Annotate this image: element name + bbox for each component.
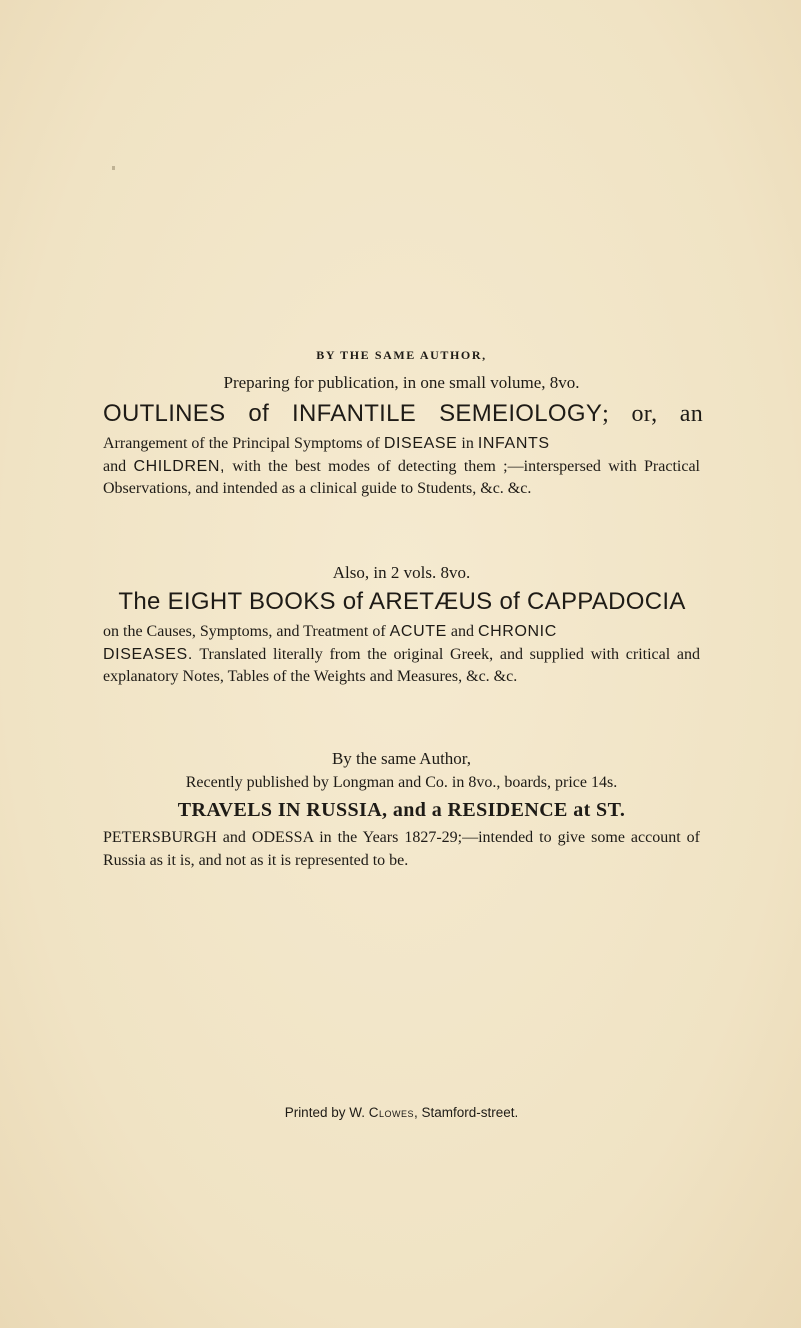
section1-body: [103, 433, 700, 501]
printer-name: Clowes: [368, 1105, 414, 1120]
section3-title-text: TRAVELS IN RUSSIA, and a RESIDENCE at ST.: [177, 799, 626, 821]
section3-text-1: PETERSBURGH and ODESSA in the Years 1827-29;—intended to give some account of Russia as it is, and not as it is represented to be.: [103, 829, 700, 869]
printer-prefix: Printed by W.: [284, 1105, 369, 1120]
printer-suffix: , Stamford-street.: [414, 1105, 519, 1120]
section2-body: [103, 621, 700, 689]
section2-title: [100, 586, 704, 618]
section2-caps-diseases: DISEASES.: [103, 645, 193, 663]
section3-body: [103, 827, 700, 872]
section2-intro: [103, 561, 700, 585]
section3-intro: [103, 747, 700, 771]
heading: [103, 346, 700, 364]
section2-intro-text: Also, in 2 vols. 8vo.: [332, 563, 471, 582]
section1-caps-children: CHILDREN,: [133, 457, 226, 475]
section1-intro-text: Preparing for publication, in one small volume, 8vo.: [223, 373, 580, 392]
section1-text-3: and: [103, 457, 134, 475]
section1-caps-infants: INFANTS: [477, 435, 550, 452]
section2-caps-chronic: CHRONIC: [478, 623, 557, 640]
section3-intro-text: By the same Author,: [331, 749, 472, 768]
section1-intro: [103, 371, 700, 395]
section3-line: [103, 772, 700, 795]
heading-text: BY THE SAME AUTHOR,: [316, 348, 487, 362]
printer-imprint: [103, 1104, 700, 1122]
section3-title: [103, 796, 700, 824]
section3-line-text: Recently published by Longman and Co. in 8vo., boards, price 14s.: [185, 774, 618, 791]
section2-text-1: on the Causes, Symptoms, and Treatment of: [103, 623, 390, 640]
section2-text-2: and: [446, 623, 478, 640]
section1-title: [103, 398, 703, 430]
section2-text-3: Translated literally from the original Greek, and supplied with critical and explanatory Notes, Tables of the Weights and Measures, &c. &c.: [103, 645, 700, 685]
section1-title-main: OUTLINES of INFANTILE SEMEIOLOGY: [103, 400, 603, 427]
section1-text-2: in: [457, 435, 478, 452]
section1-text-1: Arrangement of the Principal Symptoms of: [103, 435, 384, 452]
stray-mark: [112, 166, 115, 170]
section1-title-tail: ; or, an: [602, 401, 703, 427]
section1-text-4: with the best modes of detecting them ;—interspersed with Practical Observations, and intended as a clinical guide to Students, &c. &c.: [103, 457, 700, 497]
section1-caps-disease: DISEASE: [383, 435, 458, 452]
section2-caps-acute: ACUTE: [389, 623, 447, 640]
section2-title-text: The EIGHT BOOKS of ARETÆUS of CAPPADOCIA: [118, 588, 686, 615]
